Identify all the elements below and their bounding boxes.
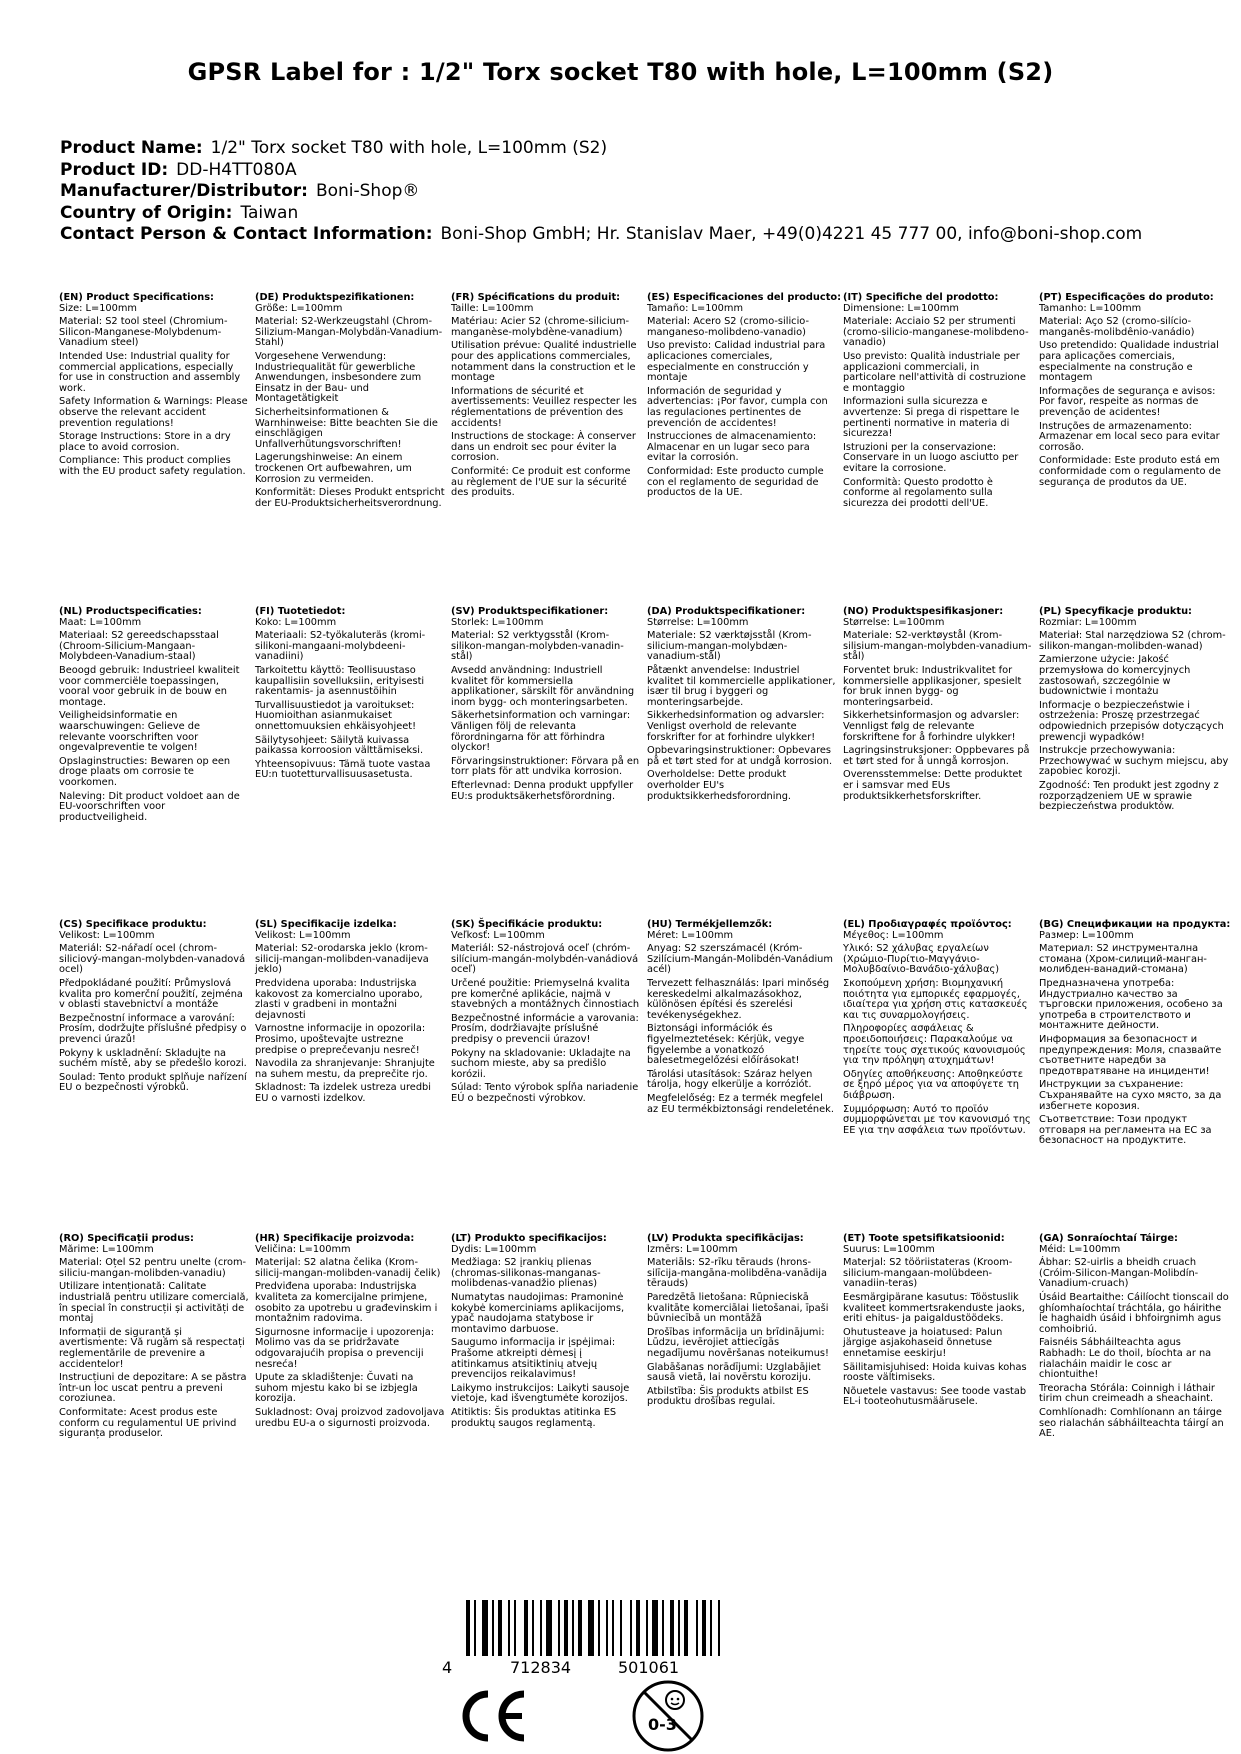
spec-item: Størrelse: L=100mm [647, 616, 749, 628]
spec-item: Matériau: Acier S2 (chrome-silicium-manganèse-molybdène-vanadium) [451, 316, 630, 338]
spec-item: Utilisation prévue: Qualité industrielle pour des applications commerciales, notamment dans la construction et le montage [451, 340, 637, 384]
spec-item: Tamanho: L=100mm [1039, 302, 1142, 314]
spec-item: Material: S2 verktygsstål (Krom-silikon-mangan-molybden-vanadin-stål) [451, 630, 624, 663]
info-product-id [60, 160, 1210, 182]
spec-item: Storlek: L=100mm [451, 616, 544, 628]
ean-barcode [442, 1600, 742, 1680]
barcode-bar [524, 1600, 528, 1656]
info-key: Manufacturer/Distributor: [60, 181, 308, 202]
page-title: GPSR Label for : 1/2" Torx socket T80 with hole, L=100mm (S2) [187, 58, 1054, 86]
spec-item: Informations de sécurité et avertissements: Veuillez respecter les réglementations de prévention des accidents! [451, 385, 637, 429]
spec-item: Konformität: Dieses Produkt entspricht der EU-Produktsicherheitsverordnung. [255, 487, 445, 509]
spec-item: Informații de siguranță și avertismente: Vă rugăm să respectați reglementările de prevenire a accidentelor! [59, 1326, 245, 1370]
spec-heading: (IT) Specifiche del prodotto: [843, 292, 999, 303]
spec-item: Predviđena uporaba: Industrijska kvaliteta za komercijalne primjene, osobito za upotrebu u građevinskim i montažnim radovima. [255, 1281, 438, 1325]
spec-column [255, 1234, 445, 1432]
spec-item: Avsedd användning: Industriell kvalitet för kommersiella applikationer, särskilt för användning inom bygg- och monteringsarbeten. [451, 664, 635, 708]
spec-column [843, 607, 1033, 805]
spec-item: Úsáid Beartaithe: Cáilíocht tionscail do ghíomhaíochtaí tráchtála, go háirithe le haghaidh úsáid i bhfoirgnimh agus comhoibriú. [1039, 1291, 1229, 1335]
barcode-bar [684, 1600, 688, 1656]
info-key: Country of Origin: [60, 202, 233, 223]
barcode-bar [482, 1600, 488, 1656]
spec-item: Velikost: L=100mm [59, 929, 155, 941]
info-contact [60, 224, 1210, 246]
barcode-bar [588, 1600, 594, 1656]
info-value: DD-H4TT080A [176, 159, 297, 180]
barcode-digit-lead: 4 [442, 1658, 453, 1677]
info-value: 1/2" Torx socket T80 with hole, L=100mm (S2) [210, 138, 608, 158]
spec-item: Skladnost: Ta izdelek ustreza uredbi EU o varnosti izdelkov. [255, 1082, 431, 1104]
spec-heading: (DA) Produktspecifikationer: [647, 606, 806, 617]
barcode-digits-left: 712834 [510, 1658, 572, 1677]
spec-item: Instructions de stockage: À conserver dans un endroit sec pour éviter la corrosion. [451, 431, 636, 464]
spec-item: Säilitamisjuhised: Hoida kuivas kohas rooste vältimiseks. [843, 1361, 1027, 1384]
spec-item: Påtænkt anvendelse: Industriel kvalitet til kommercielle applikationer, især til brug i byggeri og monteringsarbejde. [647, 664, 836, 708]
spec-item: Upute za skladištenje: Čuvati na suhom mjestu kako bi se izbjegla korozija. [255, 1372, 418, 1405]
spec-item: Saugumo informacija ir įspėjimai: Prašome atkreipti dėmesį į atitinkamus atsitiktinių atvejų prevencijos reikalavimus! [451, 1337, 616, 1381]
spec-column [59, 1234, 249, 1443]
spec-column [647, 607, 837, 805]
spec-item: Съответствие: Този продукт отговаря на регламента на ЕС за безопасност на продуктите. [1039, 1114, 1212, 1147]
spec-heading: (FR) Spécifications du produit: [451, 292, 621, 303]
spec-heading: (HU) Termékjellemzők: [647, 919, 773, 930]
spec-item: Turvallisuustiedot ja varoitukset: Huomioithan asianmukaiset onnettomuuksien ehkäisyohjeet! [255, 699, 417, 732]
spec-item: Atbilstība: Šis produkts atbilst ES produktu drošības regulai. [647, 1385, 809, 1408]
spec-item: Uso previsto: Qualità industriale per applicazioni commerciali, in particolare nell'attività di costruzione e montaggio [843, 350, 1026, 394]
spec-item: Material: Acero S2 (cromo-silicio-manganeso-molibdeno-vanadio) [647, 316, 810, 338]
spec-heading: (EN) Product Specifications: [59, 292, 214, 303]
spec-item: Uso pretendido: Qualidade industrial para aplicações comerciais, especialmente na construção e montagem [1039, 340, 1219, 384]
spec-heading: (ES) Especificaciones del producto: [647, 292, 842, 303]
spec-item: Faisnéis Sábháilteachta agus Rabhadh: Le do thoil, bíochta ar na rialacháin maidir le cosc ar chiontuithe! [1039, 1337, 1212, 1381]
spec-item: Lagringsinstruksjoner: Oppbevares på et tørt sted for å unngå korrosjon. [843, 745, 1030, 767]
spec-item: Conformidade: Este produto está em conformidade com o regulamento de segurança de produtos da UE. [1039, 455, 1221, 488]
spec-item: Informazioni sulla sicurezza e avvertenze: Si prega di rispettare le pertinenti normative in materia di sicurezza! [843, 396, 1020, 440]
spec-item: Sukladnost: Ovaj proizvod zadovoljava uredbu EU-a o sigurnosti proizvoda. [255, 1406, 445, 1429]
age-warning-icon [630, 1678, 706, 1754]
barcode-digits-right: 501061 [618, 1658, 680, 1677]
spec-item: Bezpečnostní informace a varování: Prosím, dodržujte příslušné předpisy o prevenci úrazů! [59, 1012, 247, 1045]
spec-heading: (EL) Προδιαγραφές προϊόντος: [843, 919, 1012, 930]
spec-item: Zamierzone użycie: Jakość przemysłowa do komercyjnych zastosowań, szczególnie w budownictwie i montażu [1039, 654, 1191, 698]
spec-item: Utilizare intenționată: Calitate industrială pentru utilizare comercială, în special în construcții și activități de montaj [59, 1281, 249, 1325]
spec-item: Uso previsto: Calidad industrial para aplicaciones comerciales, especialmente en construcción y montaje [647, 340, 826, 384]
spec-heading: (PL) Specyfikacje produktu: [1039, 606, 1192, 617]
barcode-bar [492, 1600, 494, 1656]
spec-column [59, 607, 249, 826]
spec-item: Yhteensopivuus: Tämä tuote vastaa EU:n tuotetturvallisuusasetusta. [255, 758, 431, 781]
spec-item: Laikymo instrukcijos: Laikyti sausoje vietoje, kad išvengtumėte korozijos. [451, 1382, 630, 1405]
barcode-bar [612, 1600, 614, 1656]
barcode-bar [606, 1600, 608, 1656]
spec-column [647, 292, 842, 502]
spec-column [255, 920, 445, 1108]
barcode-bar [564, 1600, 568, 1656]
spec-item: Súlad: Tento výrobok spĺňa nariadenie EÚ o bezpečnosti výrobkov. [451, 1082, 639, 1104]
spec-item: Предназначена употреба: Индустриално качество за търговски приложения, особено за употреба в строителството и монтажните дейности. [1039, 977, 1223, 1032]
barcode-bar [598, 1600, 600, 1656]
barcode-bar [696, 1600, 698, 1656]
age-range-label: 0-3 [648, 1715, 677, 1734]
spec-heading: (CS) Specifikace produktu: [59, 919, 207, 930]
barcode-bar [532, 1600, 534, 1656]
spec-item: Materiaal: S2 gereedschapsstaal (Chroom-Silicium-Mangaan-Molybdeen-Vanadium-staal) [59, 630, 219, 663]
spec-item: Koko: L=100mm [255, 616, 337, 628]
spec-item: Größe: L=100mm [255, 302, 343, 314]
spec-item: Συμμόρφωση: Αυτό το προϊόν συμμορφώνεται με τον κανονισμό της ΕΕ για την ασφάλεια των προϊόντων. [843, 1103, 1031, 1136]
spec-column [59, 293, 249, 481]
info-value: Taiwan [240, 202, 299, 223]
spec-heading: (NL) Productspecificaties: [59, 606, 202, 617]
spec-item: Materiāls: S2-rīku tērauds (hrons-silīcija-mangāna-molibdēna-vanādija tērauds) [647, 1257, 827, 1290]
spec-item: Υλικό: S2 χάλυβας εργαλείων (Χρώμιο-Πυρίτιο-Μαγγάνιο-Μολυβδαίνιο-Βανάδιο-χάλυβας) [843, 943, 1000, 976]
spec-column [451, 920, 641, 1108]
spec-item: Storage Instructions: Store in a dry place to avoid corrosion. [59, 431, 231, 453]
spec-column [843, 920, 1033, 1139]
spec-item: Méret: L=100mm [647, 929, 734, 941]
spec-item: Informações de segurança e avisos: Por favor, respeite as normas de prevenção de acidentes! [1039, 385, 1216, 418]
spec-item: Beoogd gebruik: Industrieel kwaliteit voor commerciële toepassingen, vooral voor gebruik in de bouw en montage. [59, 664, 240, 708]
spec-heading: (SK) Špecifikácie produktu: [451, 919, 603, 930]
spec-item: Maat: L=100mm [59, 616, 142, 628]
spec-item: Comhlíonadh: Comhlíonann an táirge seo rialachán sábháilteachta táirgí an AE. [1039, 1406, 1224, 1440]
barcode-bar [670, 1600, 674, 1656]
barcode-bar [662, 1600, 664, 1656]
spec-item: Rozmiar: L=100mm [1039, 616, 1137, 628]
spec-item: Forventet bruk: Industrikvalitet for kommersielle applikasjoner, spesielt for bruk innen bygg- og monteringsarbeid. [843, 664, 1022, 708]
spec-item: Overholdelse: Dette produkt overholder EU's produktsikkerhedsforordning. [647, 769, 792, 802]
spec-column [647, 920, 837, 1118]
spec-heading: (NO) Produktspesifikasjoner: [843, 606, 1004, 617]
spec-item: Size: L=100mm [59, 302, 137, 314]
spec-item: Material: Oțel S2 pentru unelte (crom-siliciu-mangan-molibden-vanadiu) [59, 1257, 247, 1279]
spec-item: Sikkerhedsinformation og advarsler: Venligst overhold de relevante forskrifter for at forhindre ulykker! [647, 710, 825, 743]
spec-item: Инструкции за съхранение: Съхранявайте на сухо място, за да избегнете корозия. [1039, 1079, 1222, 1112]
spec-item: Pokyny na skladovanie: Ukladajte na suchom mieste, aby sa predišlo korózii. [451, 1047, 631, 1080]
spec-heading: (HR) Specifikacije proizvoda: [255, 1233, 415, 1244]
spec-column [1039, 920, 1229, 1150]
spec-item: Opslaginstructies: Bewaren op een droge plaats om corrosie te voorkomen. [59, 755, 231, 788]
barcode-bar [508, 1600, 510, 1656]
spec-item: Dydis: L=100mm [451, 1243, 537, 1255]
spec-item: Materiał: Stal narzędziowa S2 (chrom-silikon-mangan-molibden-wanad) [1039, 630, 1226, 652]
spec-item: Πληροφορίες ασφάλειας & προειδοποιήσεις: Παρακαλούμε να τηρείτε τους σχετικούς κανονισμούς για την πρόληψη ατυχημάτων! [843, 1023, 1026, 1067]
product-info [60, 138, 1210, 246]
spec-item: Material: S2 tool steel (Chromium-Silicon-Manganese-Molybdenum-Vanadium steel) [59, 316, 228, 349]
spec-item: Sikkerhetsinformasjon og advarsler: Vennligst følg de relevante forskriftene for å forhindre ulykker! [843, 710, 1020, 743]
spec-item: Tarkoitettu käyttö: Teollisuustaso kaupallisiin sovelluksiin, erityisesti rakentamis- ja asennustöihin [255, 664, 425, 698]
spec-item: Tamaño: L=100mm [647, 302, 743, 314]
spec-item: Velikost: L=100mm [255, 929, 351, 941]
spec-column [843, 293, 1033, 512]
spec-item: Určené použitie: Priemyselná kvalita pre komerčné aplikácie, najmä v stavebných a montážnych činnostiach [451, 977, 640, 1011]
spec-column [255, 293, 445, 512]
spec-item: Instrucciones de almacenamiento: Almacenar en un lugar seco para evitar la corrosión. [647, 431, 817, 464]
spec-heading: (SV) Produktspecifikationer: [451, 606, 609, 617]
spec-item: Σκοπούμενη χρήση: Βιομηχανική ποιότητα για εμπορικές εφαρμογές, ιδιαίτερα για χρήση στις κατασκευές και τις συναρμολογήσεις. [843, 977, 1028, 1021]
spec-item: Paredzētā lietošana: Rūpnieciskā kvalitāte komerciālai lietošanai, īpaši būvniecībā un montāžā [647, 1291, 829, 1325]
spec-column [59, 920, 249, 1097]
spec-item: Pokyny k uskladnění: Skladujte na suchém místě, aby se předešlo korozi. [59, 1047, 247, 1070]
spec-item: Treoracha Stórála: Coinnigh i láthair tirim chun creimeadh a sheachaint. [1039, 1382, 1215, 1405]
spec-heading: (LV) Produkta specifikācijas: [647, 1233, 804, 1244]
spec-item: Biztonsági információk és figyelmeztetések: Kérjük, vegye figyelembe a vonatkozó balesetmegelőzési előírásokat! [647, 1023, 805, 1067]
barcode-bar [678, 1600, 680, 1656]
spec-item: Información de seguridad y advertencias: ¡Por favor, cumpla con las regulaciones pertinentes de prevención de accidentes! [647, 385, 828, 429]
info-key: Contact Person & Contact Information: [60, 224, 433, 245]
spec-item: Veľkosť: L=100mm [451, 929, 545, 941]
spec-item: Méid: L=100mm [1039, 1243, 1121, 1255]
spec-item: Материал: S2 инструментална стомана (Хром-силиций-манган-молибден-ванадий-стомана) [1039, 943, 1207, 976]
spec-item: Materiaali: S2-työkaluteräs (kromi-silikoni-mangaani-molybdeeni-vanadiini) [255, 630, 426, 663]
spec-item: Bezpečnostné informácie a varovania: Prosím, dodržiavajte príslušné predpisy o prevencii úrazov! [451, 1012, 639, 1045]
spec-item: Instruções de armazenamento: Armazenar em local seco para evitar corrosão. [1039, 420, 1220, 453]
barcode-bars [466, 1600, 736, 1656]
spec-item: Material: Aço S2 (cromo-silício-manganês-molibdênio-vanádio) [1039, 316, 1195, 338]
spec-item: Conformidad: Este producto cumple con el reglamento de seguridad de productos de la UE. [647, 465, 824, 499]
spec-item: Vorgesehene Verwendung: Industriequalität für gewerbliche Anwendungen, insbesondere zum Einsatz in der Bau- und Montagetätigkeit [255, 350, 422, 405]
spec-item: Tárolási utasítások: Száraz helyen tárolja, hogy elkerülje a korróziót. [647, 1068, 813, 1091]
barcode-bar [474, 1600, 476, 1656]
spec-heading: (DE) Produktspezifikationen: [255, 292, 415, 303]
spec-heading: (FI) Tuotetiedot: [255, 606, 346, 617]
barcode-bar [630, 1600, 632, 1656]
barcode-bar [718, 1600, 720, 1656]
barcode-bar [620, 1600, 622, 1656]
spec-item: Intended Use: Industrial quality for commercial applications, especially for use in construction and assembly work. [59, 350, 241, 394]
spec-item: Medžiaga: S2 įrankių plienas (chromas-silikonas-manganas-molibdenas-vanadžio plienas) [451, 1257, 601, 1290]
spec-item: Ohutusteave ja hoiatused: Palun järgige asjakohaseid õnnetuse ennetamise eeskirju! [843, 1326, 1003, 1359]
spec-item: Varnostne informacije in opozorila: Prosimo, upoštevajte ustrezne predpise o preprečevanju nesreč! [255, 1023, 426, 1056]
spec-heading: (BG) Спецификации на продукта: [1039, 919, 1231, 930]
barcode-bar [540, 1600, 542, 1656]
info-country [60, 203, 1210, 225]
spec-item: Lagerungshinweise: An einem trockenen Ort aufbewahren, um Korrosion zu vermeiden. [255, 452, 412, 485]
spec-item: Compliance: This product complies with the EU product safety regulation. [59, 455, 246, 477]
spec-item: Conformitate: Acest produs este conform cu regulamentul UE privind siguranța produselor. [59, 1406, 237, 1440]
spec-item: Conformité: Ce produit est conforme au règlement de l'UE sur la sécurité des produits. [451, 465, 631, 499]
spec-column [451, 607, 641, 805]
spec-item: Eesmärgipärane kasutus: Tööstuslik kvaliteet kommertsrakenduste jaoks, eriti ehitus- ja paigaldustöödeks. [843, 1291, 1025, 1325]
spec-item: Materijal: S2 alatna čelika (Krom-silicij-mangan-molibden-vanadij čelik) [255, 1257, 441, 1279]
spec-item: Numatytas naudojimas: Pramoninė kokybė komerciniams aplikacijoms, ypač naudojama statybose ir montavimo darbuose. [451, 1291, 625, 1335]
barcode-bar [498, 1600, 502, 1656]
spec-item: Materiale: Acciaio S2 per strumenti (cromo-silicio-manganese-molibdeno-vanadio) [843, 316, 1029, 349]
spec-item: Størrelse: L=100mm [843, 616, 945, 628]
spec-item: Instrukcje przechowywania: Przechowywać w suchym miejscu, aby zapobiec korozji. [1039, 745, 1229, 778]
barcode-bar [702, 1600, 706, 1656]
barcode-bar [546, 1600, 552, 1656]
spec-column [451, 1234, 641, 1432]
spec-item: Veličina: L=100mm [255, 1243, 351, 1255]
spec-item: Informacje o bezpieczeństwie i ostrzeżenia: Proszę przestrzegać odpowiednich przepisów dotyczących prewencji wypadków! [1039, 699, 1224, 743]
spec-item: Opbevaringsinstruktioner: Opbevares på et tørt sted for at undgå korrosion. [647, 745, 833, 767]
spec-column [1039, 607, 1229, 816]
ce-mark-icon [458, 1688, 530, 1744]
info-value: Boni-Shop® [315, 181, 420, 202]
barcode-bar [514, 1600, 516, 1656]
spec-item: Materiál: S2-nástrojová oceľ (chróm-silícium-mangán-molybdén-vanádiová oceľ) [451, 943, 639, 976]
spec-item: Taille: L=100mm [451, 302, 534, 314]
spec-item: Размер: L=100mm [1039, 929, 1134, 941]
spec-item: Material: S2-orodarska jeklo (krom-silicij-mangan-molibden-vanadijeva jeklo) [255, 943, 429, 976]
info-value: Boni-Shop GmbH; Hr. Stanislav Maer, +49(0)4221 45 777 00, info@boni-shop.com [440, 224, 1143, 245]
spec-column [843, 1234, 1033, 1411]
spec-item: Předpokládané použití: Průmyslová kvalita pro komerční použití, zejména v oblasti stavebnictví a montáže [59, 977, 243, 1011]
spec-heading: (SL) Specifikacije izdelka: [255, 919, 397, 930]
spec-item: Μέγεθος: L=100mm [843, 929, 944, 941]
spec-item: Drošības informācija un brīdinājumi: Lūdzu, ievērojiet attiecīgās negadījumu novēršanas noteikumus! [647, 1326, 829, 1359]
spec-item: Nõuetele vastavus: See toode vastab EL-i tooteohutusmäärusele. [843, 1385, 1027, 1408]
spec-item: Istruzioni per la conservazione: Conservare in un luogo asciutto per evitare la corrosione. [843, 441, 1019, 474]
info-key: Product ID: [60, 159, 169, 180]
spec-column [1039, 1234, 1229, 1443]
spec-item: Информация за безопасност и предупреждения: Моля, спазвайте съответните наредби за предотвратяване на инциденти! [1039, 1033, 1222, 1077]
spec-item: Safety Information & Warnings: Please observe the relevant accident prevention regulations! [59, 396, 248, 429]
spec-heading: (ET) Toote spetsifikatsioonid: [843, 1233, 1005, 1244]
barcode-bar [578, 1600, 582, 1656]
spec-item: Ábhar: S2-uirlis a bheidh cruach (Cróim-Silicon-Mangan-Molibdín-Vanadium-cruach) [1039, 1257, 1199, 1290]
spec-item: Predvidena uporaba: Industrijska kakovost za komercialno uporabo, zlasti v gradbeni in montažni dejavnosti [255, 977, 423, 1021]
barcode-bar [636, 1600, 640, 1656]
spec-item: Mărime: L=100mm [59, 1243, 154, 1255]
spec-item: Sigurnosne informacije i upozorenja: Molimo vas da se pridržavate odgovarajućih propisa o prevenciji nesreća! [255, 1326, 435, 1370]
spec-item: Instrucțiuni de depozitare: A se păstra într-un loc uscat pentru a preveni coroziunea. [59, 1372, 247, 1405]
spec-column [1039, 293, 1229, 491]
spec-column [451, 293, 641, 502]
spec-item: Navodila za shranjevanje: Shranjujte na suhem mestu, da preprečite rjo. [255, 1058, 435, 1080]
spec-item: Material: S2-Werkzeugstahl (Chrom-Silizium-Mangan-Molybdän-Vanadium-Stahl) [255, 316, 443, 349]
spec-heading: (LT) Produkto specifikacijos: [451, 1233, 607, 1244]
barcode-bar [652, 1600, 658, 1656]
info-key: Product Name: [60, 138, 203, 158]
spec-item: Conformità: Questo prodotto è conforme al regolamento sulla sicurezza dei prodotti dell'UE. [843, 476, 993, 509]
spec-item: Atitiktis: Šis produktas atitinka ES produktų saugos reglamentą. [451, 1406, 617, 1429]
spec-item: Säkerhetsinformation och varningar: Vänligen följ de relevanta förordningarna för att förhindra olyckor! [451, 710, 631, 754]
spec-item: Veiligheidsinformatie en waarschuwingen: Gelieve de relevante voorschriften voor ongevalpreventie te volgen! [59, 710, 201, 754]
barcode-bar [558, 1600, 560, 1656]
info-manufacturer [60, 181, 1210, 203]
spec-item: Οδηγίες αποθήκευσης: Αποθηκεύστε σε ξηρό μέρος για να αποφύγετε τη διάβρωση. [843, 1068, 1023, 1101]
spec-item: Glabāšanas norādījumi: Uzglabājiet sausā vietā, lai novērstu koroziju. [647, 1361, 821, 1384]
spec-item: Naleving: Dit product voldoet aan de EU-voorschriften voor productveiligheid. [59, 790, 240, 823]
spec-item: Sicherheitsinformationen & Warnhinweise: Bitte beachten Sie die einschlägigen Unfallverhütungsvorschriften! [255, 406, 438, 450]
spec-item: Säilytysohjeet: Säilytä kuivassa paikassa korroosion välttämiseksi. [255, 734, 424, 757]
spec-item: Suurus: L=100mm [843, 1243, 935, 1255]
spec-item: Megfelelőség: Ez a termék megfelel az EU termékbiztonsági rendeletének. [647, 1092, 834, 1115]
spec-item: Förvaringsinstruktioner: Förvara på en torr plats för att undvika korrosion. [451, 755, 640, 778]
spec-item: Anyag: S2 szerszámacél (Króm-Szilícium-Mangán-Molibdén-Vanádium acél) [647, 943, 833, 976]
spec-item: Overensstemmelse: Dette produktet er i samsvar med EUs produktsikkerhetsforskrifter. [843, 769, 1023, 802]
spec-item: Soulad: Tento produkt splňuje nařízení EU o bezpečnosti výrobků. [59, 1071, 247, 1094]
spec-column [255, 607, 445, 784]
barcode-bar [572, 1600, 574, 1656]
barcode-bar [466, 1600, 470, 1656]
spec-column [647, 1234, 837, 1411]
barcode-bar [646, 1600, 648, 1656]
spec-item: Izmērs: L=100mm [647, 1243, 738, 1255]
spec-heading: (RO) Specificații produs: [59, 1233, 194, 1244]
spec-item: Tervezett felhasználás: Ipari minőség kereskedelmi alkalmazásokhoz, különösen építési és szerelési tevékenységekhez. [647, 977, 830, 1021]
spec-item: Zgodność: Ten produkt jest zgodny z rozporządzeniem UE w sprawie bezpieczeństwa produktów. [1039, 779, 1219, 813]
barcode-bar [710, 1600, 712, 1656]
spec-heading: (PT) Especificações do produto: [1039, 292, 1214, 303]
spec-item: Materiale: S2-verktøystål (Krom-silisium-mangan-molybden-vanadium-stål) [843, 630, 1032, 663]
spec-heading: (GA) Sonraíochtaí Táirge: [1039, 1233, 1178, 1244]
spec-item: Dimensione: L=100mm [843, 302, 959, 314]
spec-item: Efterlevnad: Denna produkt uppfyller EU:s produktsäkerhetsförordning. [451, 779, 634, 802]
spec-item: Materiale: S2 værktøjsstål (Krom-silicium-mangan-molybdæn-vanadium-stål) [647, 630, 812, 663]
spec-item: Materjal: S2 tööriistateras (Kroom-silicium-mangaan-molübdeen-vanadiin-teras) [843, 1257, 1013, 1290]
spec-item: Materiál: S2-nářadí ocel (chrom-siliciový-mangan-molybden-vanadová ocel) [59, 943, 246, 976]
info-product-name [60, 138, 1210, 160]
